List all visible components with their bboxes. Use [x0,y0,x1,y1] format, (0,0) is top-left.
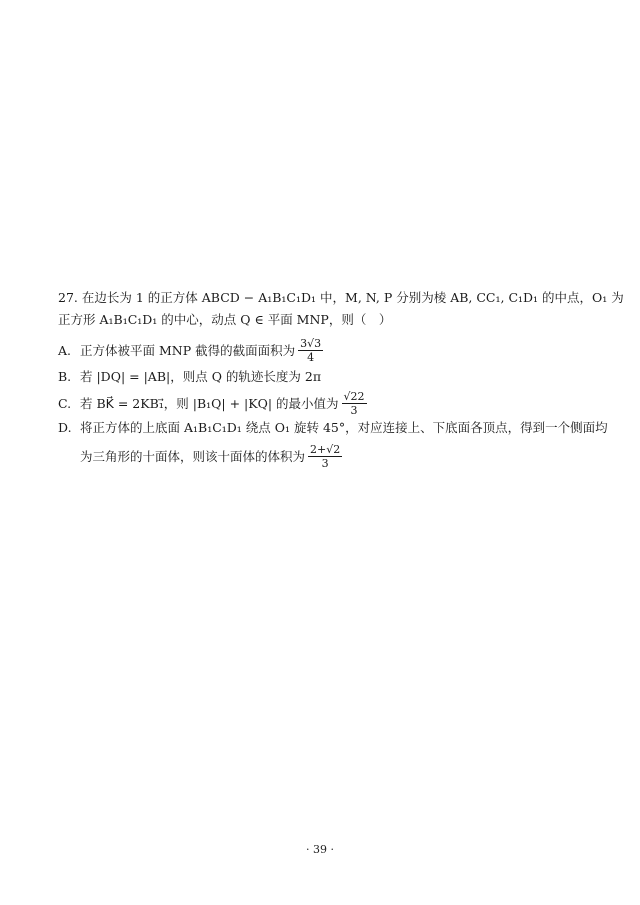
option-c [58,390,588,417]
option-d-letter: D. [58,420,72,435]
option-c-letter: C. [58,395,72,411]
option-a [58,337,588,364]
option-a-text: 正方体被平面 MNP 截得的截面面积为 [80,342,296,358]
option-d-numerator: 2+√2 [310,443,341,456]
page-number: · 39 · [306,843,334,856]
question-stem-line2: 正方形 A₁B₁C₁D₁ 的中心，动点 Q ∈ 平面 MNP，则（ ） [58,312,392,327]
option-b [58,364,588,390]
option-a-numerator: 3√3 [300,337,322,350]
option-d-line2 [80,443,588,470]
option-d-line2-text: 为三角形的十面体，则该十面体的体积为 [80,448,306,464]
options-list [58,337,608,470]
option-a-denominator: 4 [307,351,315,364]
option-a-fraction [298,337,323,364]
option-c-denominator: 3 [350,404,358,417]
question-number: 27. [58,290,78,305]
question-stem-text: 在边长为 1 的正方体 ABCD − A₁B₁C₁D₁ 中，M, N, P 分别为棱 AB, CC₁, C₁D₁ 的中点，O₁ 为 [81,290,624,305]
option-d-fraction [308,443,342,470]
option-c-fraction [342,390,367,417]
option-d-line1: 将正方体的上底面 A₁B₁C₁D₁ 绕点 O₁ 旋转 45°，对应连接上、下底面各顶点，得到一个侧面均 [80,420,608,435]
option-c-numerator: √22 [343,390,365,403]
option-a-letter: A. [58,342,72,358]
option-b-letter: B. [58,369,72,384]
question-stem-line1 [58,287,624,309]
question-block [58,287,624,470]
option-c-text: 若 BK⃗ = 2KB₁⃗，则 |B₁Q| + |KQ| 的最小值为 [80,395,339,411]
option-b-text: 若 |DQ| = |AB|，则点 Q 的轨迹长度为 2π [80,369,322,384]
option-d-denominator: 3 [321,457,329,470]
option-d [58,417,608,470]
